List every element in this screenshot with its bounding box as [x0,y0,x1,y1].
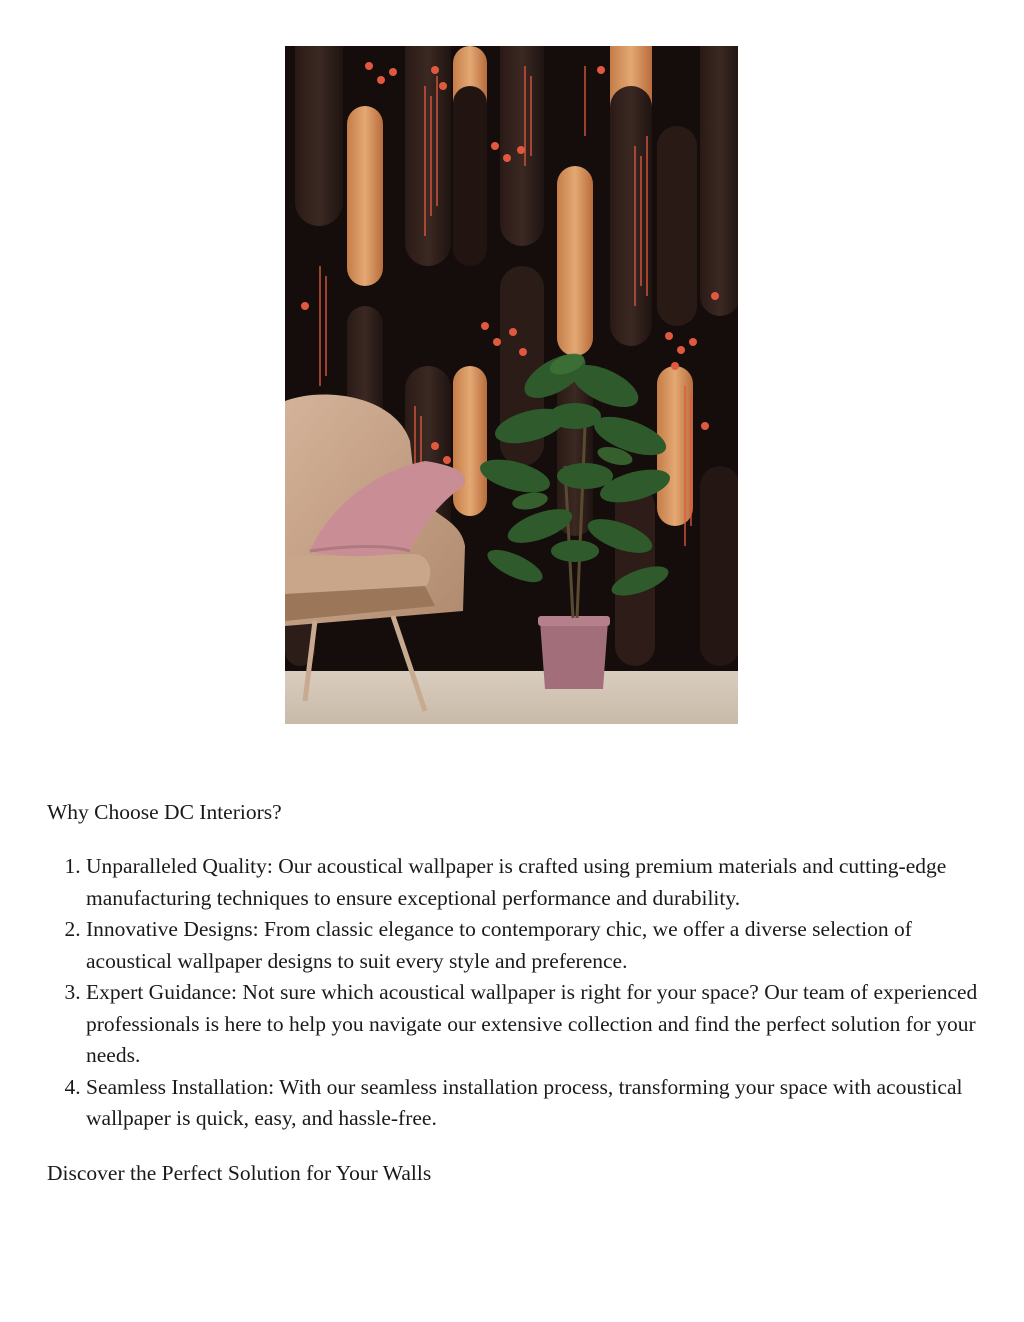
content-section [47,798,987,1187]
wallpaper-scene-illustration [285,46,738,724]
closing-line: Discover the Perfect Solution for Your Walls [47,1160,432,1185]
plant-pot [540,621,608,689]
list-item: 2. Innovative Designs: From classic elegance to contemporary chic, we offer a diverse selection of acoustical wallpaper designs to suit every style and preference. [86,914,987,977]
section-heading: Why Choose DC Interiors? [47,800,282,824]
hero-image [285,46,738,724]
floor [285,671,738,724]
list-item: 3. Expert Guidance: Not sure which acoustical wallpaper is right for your space? Our team of experienced professionals is here to help you navigate our extensive collection and find the perfect solution for your needs. [86,977,987,1072]
list-item: 4. Seamless Installation: With our seamless installation process, transforming your space with acoustical wallpaper is quick, easy, and hassle-free. [86,1072,987,1135]
list-item: 1. Unparalleled Quality: Our acoustical wallpaper is crafted using premium materials and cutting-edge manufacturing techniques to ensure exceptional performance and durability. [86,851,987,914]
reasons-list [47,851,987,1135]
